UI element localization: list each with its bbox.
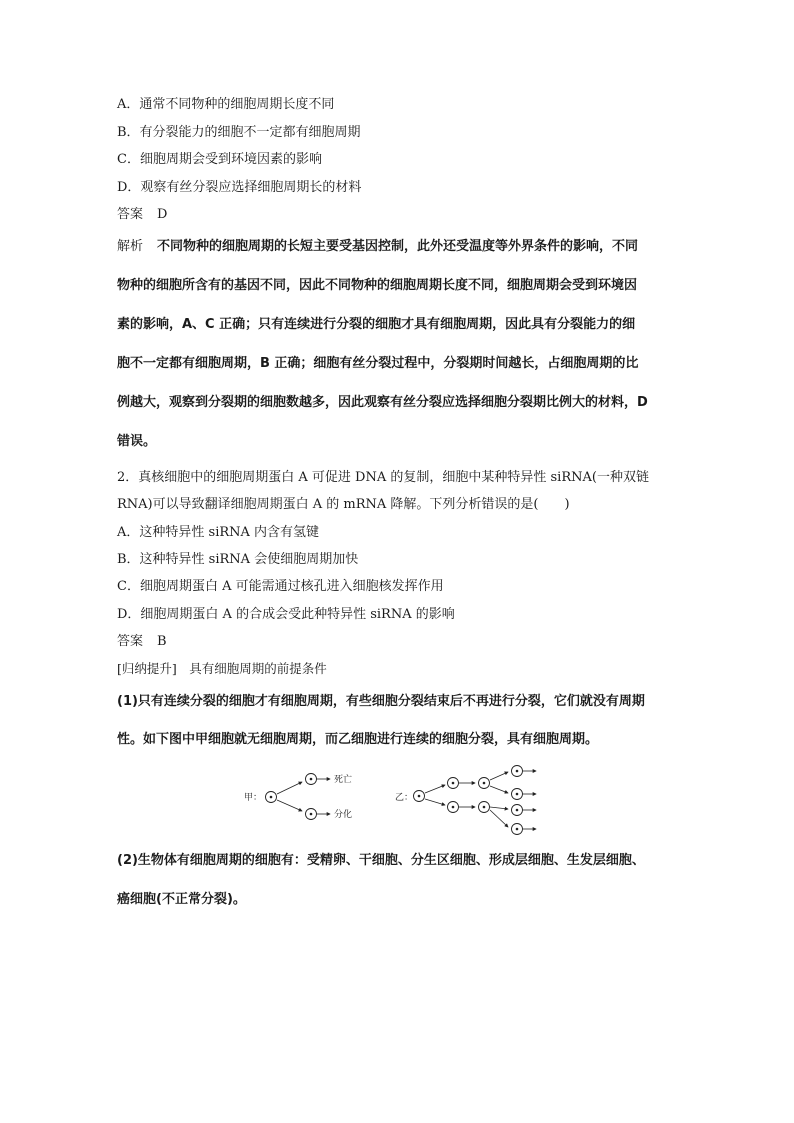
yi-cell-gen2-a	[479, 778, 490, 789]
summary-heading: [归纳提升] 具有细胞周期的前提条件	[117, 661, 327, 676]
q2-option-a: A．这种特异性 siRNA 内含有氢键	[117, 525, 320, 540]
yi-arrow-1b	[425, 799, 445, 805]
jia-arrow-up	[277, 782, 302, 794]
q2-answer-label: 答案	[117, 634, 144, 649]
cell-division-figure	[234, 764, 564, 838]
q1-answer	[117, 206, 682, 224]
q1-analysis-text-1: 不同物种的细胞周期的长短主要受基因控制，此外还受温度等外界条件的影响，不同	[157, 239, 639, 254]
yi-arrow-1a	[425, 785, 445, 793]
summary-p2-line-2: 癌细胞(不正常分裂)。	[117, 892, 246, 907]
q2-stem-line-1: 2．真核细胞中的细胞周期蛋白 A 可促进 DNA 的复制，细胞中某种特异性 siRNA(一种双链	[117, 470, 649, 485]
death-label: 死亡	[334, 775, 353, 785]
q1-answer-label: 答案	[117, 207, 144, 222]
yi-arrow-3c	[490, 807, 508, 809]
q1-option-d: D．观察有丝分裂应选择细胞周期长的材料	[117, 180, 362, 195]
summary-p1-line-1: (1)只有连续分裂的细胞才有细胞周期，有些细胞分裂结束后不再进行分裂，它们就没有周期	[117, 694, 645, 709]
q1-analysis-label: 解析	[117, 239, 144, 254]
yi-cell-gen3-d	[512, 824, 523, 835]
jia-differentiating-cell	[306, 809, 317, 820]
q2-option-d: D．细胞周期蛋白 A 的合成会受此种特异性 siRNA 的影响	[117, 607, 455, 622]
summary-p1-line-2: 性。如下图中甲细胞就无细胞周期，而乙细胞进行连续的细胞分裂，具有细胞周期。	[117, 732, 599, 747]
q1-analysis-line-1	[117, 238, 682, 256]
yi-arrow-3b	[490, 786, 508, 793]
yi-cell-gen2-b	[479, 802, 490, 813]
q2-answer	[117, 633, 682, 651]
yi-cell-gen1-b	[448, 802, 459, 813]
q1-analysis-line-2: 物种的细胞所含有的基因不同，因此不同物种的细胞周期长度不同，细胞周期会受到环境因	[117, 278, 638, 293]
jia-parent-cell	[266, 792, 277, 803]
jia-arrow-down	[277, 800, 302, 811]
q1-option-b: B．有分裂能力的细胞不一定都有细胞周期	[117, 125, 361, 140]
q1-analysis-line-4: 胞不一定都有细胞周期，B 正确；细胞有丝分裂过程中，分裂期时间越长，占细胞周期的比	[117, 356, 639, 371]
yi-cell-gen3-a	[512, 766, 523, 777]
yi-arrow-3a	[490, 772, 508, 780]
yi-parent-cell	[414, 791, 425, 802]
yi-arrow-3d	[490, 810, 508, 827]
q2-option-b: B．这种特异性 siRNA 会使细胞周期加快	[117, 552, 359, 567]
q1-option-c: C．细胞周期会受到环境因素的影响	[117, 152, 322, 167]
yi-cell-gen3-c	[512, 805, 523, 816]
q1-analysis-line-5: 例越大，观察到分裂期的细胞数越多，因此观察有丝分裂应选择细胞分裂期比例大的材料，D	[117, 395, 648, 410]
yi-cell-gen1-a	[448, 778, 459, 789]
q2-answer-value: B	[157, 634, 167, 649]
q1-analysis-line-3: 素的影响，A、C 正确；只有连续进行分裂的细胞才具有细胞周期，因此具有分裂能力的细	[117, 317, 636, 332]
yi-cell-gen3-b	[512, 789, 523, 800]
q1-analysis-line-6: 错误。	[117, 434, 157, 449]
jia-dying-cell	[306, 774, 317, 785]
yi-label: 乙：	[395, 793, 414, 803]
q2-option-c: C．细胞周期蛋白 A 可能需通过核孔进入细胞核发挥作用	[117, 579, 444, 594]
q1-answer-value: D	[157, 207, 168, 222]
cell-division-diagram	[234, 764, 564, 838]
jia-label: 甲：	[244, 793, 263, 803]
q2-stem-line-2: RNA)可以导致翻译细胞周期蛋白 A 的 mRNA 降解。下列分析错误的是( )	[117, 497, 570, 512]
diff-label: 分化	[334, 810, 353, 820]
summary-p2-line-1: (2)生物体有细胞周期的细胞有：受精卵、干细胞、分生区细胞、形成层细胞、生发层细胞、	[117, 853, 645, 868]
q1-option-a: A．通常不同物种的细胞周期长度不同	[117, 97, 335, 112]
